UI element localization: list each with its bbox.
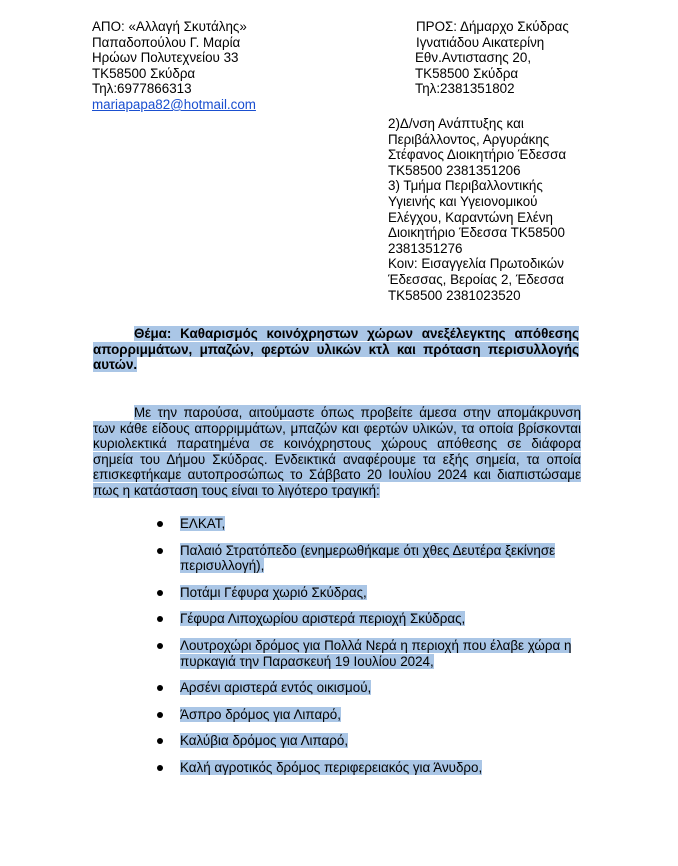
- other-recipient-line: Στέφανος Διοικητήριο Έδεσσα: [388, 147, 567, 163]
- other-recipients-block: [388, 116, 577, 303]
- recipient-line: Ιγνατιάδου Αικατερίνη: [416, 34, 545, 50]
- other-recipient-line: Ελέγχου, Καραντώνη Ελένη: [388, 209, 553, 225]
- locations-list: [156, 516, 596, 776]
- bullet-icon: [157, 548, 163, 554]
- list-item-text: Καλή αγροτικός δρόμος περιφερειακός για Άνυδρο,: [180, 759, 483, 775]
- list-item-text: Άσπρο δρόμος για Λιπαρό,: [180, 706, 341, 722]
- recipient-line: Εθν.Αντιστασης 20,: [415, 50, 532, 66]
- list-item-text: Καλύβια δρόμος για Λιπαρό,: [180, 733, 349, 749]
- other-recipient-line: Υγιεινής και Υγειονομικού: [388, 193, 538, 209]
- body-text: Με την παρούσα, αιτούμαστε όπως προβείτε άμεσα στην απομάκρυνση των κάθε είδους απορριμμάτων, μπαζών και φερτών υλικών, τα οποία βρίσκονται κυριολεκτικά παρατημένα σε κοινόχρηστους χώρους απόθεσης σε διάφορα σημεία του Δήμου Σκύδρας. Ενδεικτικά αναφέρουμε τα εξής σημεία, τα οποία επισκεφτήκαμε αυτοπροσώπως το Σάββατο 20 Ιουλίου 2024 και διαπιστώσαμε πως η κατάσταση τους είναι το λιγότερο τραγική:: [93, 405, 581, 498]
- bullet-icon: [157, 685, 163, 691]
- list-item-text: Γέφυρα Λιποχωρίου αριστερά περιοχή Σκύδρας,: [180, 611, 466, 627]
- other-recipient-line: Περιβάλλοντος, Αργυράκης: [388, 131, 550, 147]
- bullet-icon: [157, 521, 163, 527]
- other-recipient-line: ΤΚ58500 2381023520: [388, 287, 521, 303]
- subject-paragraph: [93, 326, 579, 373]
- sender-line: ΤΚ58500 Σκύδρα: [92, 65, 196, 81]
- list-item: [156, 707, 596, 723]
- sender-block: [92, 19, 256, 113]
- list-item-text: ΕΛΚΑΤ,: [180, 516, 226, 531]
- bullet-icon: [157, 738, 163, 744]
- sender-email-link[interactable]: mariapapa82@hotmail.com: [92, 96, 256, 112]
- list-item-text: Αρσένι αριστερά εντός οικισμού,: [180, 680, 372, 696]
- bullet-icon: [157, 590, 163, 596]
- bullet-icon: [157, 643, 163, 649]
- other-recipient-line: Έδεσσας, Βεροίας 2, Έδεσσα: [388, 271, 565, 287]
- list-item: [156, 680, 596, 696]
- sender-line: Παπαδοπούλου Γ. Μαρία: [92, 34, 241, 50]
- subject-text: Θέμα: Καθαρισμός κοινόχρηστων χώρων ανεξέλεγκτης απόθεσης απορριμμάτων, μπαζών, φερτών υλικών κτλ και πρόταση περισυλλογής αυτών.: [93, 326, 579, 373]
- recipient-line: Τηλ:2381351802: [415, 81, 515, 97]
- other-recipient-line: ΤΚ58500 2381351206: [388, 162, 521, 178]
- list-item: [156, 638, 596, 669]
- recipient-line: ΠΡΟΣ: Δήμαρχο Σκύδρας: [416, 19, 569, 34]
- list-item: [156, 543, 596, 574]
- bullet-icon: [157, 765, 163, 771]
- sender-line: Τηλ:6977866313: [92, 81, 192, 97]
- other-recipient-line: Διοικητήριο Έδεσσα ΤΚ58500: [388, 225, 566, 241]
- sender-line: Ηρώων Πολυτεχνείου 33: [92, 50, 239, 66]
- list-item: [156, 611, 596, 627]
- list-item: [156, 760, 596, 776]
- bullet-icon: [157, 616, 163, 622]
- list-item-text: Ποτάμι Γέφυρα χωριό Σκύδρας,: [180, 584, 367, 600]
- body-paragraph: [93, 405, 581, 499]
- sender-line: ΑΠΟ: «Αλλαγή Σκυτάλης»: [92, 19, 247, 34]
- list-item: [156, 516, 596, 532]
- list-item-text: Παλαιό Στρατόπεδο (ενημερωθήκαμε ότι χθες Δευτέρα ξεκίνησε περισυλλογή),: [180, 542, 556, 574]
- other-recipient-line: 2381351276: [388, 240, 463, 256]
- list-item: [156, 733, 596, 749]
- recipient-line: ΤΚ58500 Σκύδρα: [415, 65, 519, 81]
- other-recipient-line: Κοιν: Εισαγγελία Πρωτοδικών: [388, 256, 564, 272]
- recipient-block: [416, 19, 569, 97]
- other-recipient-line: 2)Δ/νση Ανάπτυξης και: [388, 116, 524, 131]
- other-recipient-line: 3) Τμήμα Περιβαλλοντικής: [388, 178, 543, 194]
- bullet-icon: [157, 712, 163, 718]
- list-item: [156, 585, 596, 601]
- list-item-text: Λουτροχώρι δρόμος για Πολλά Νερά η περιοχή που έλαβε χώρα η πυρκαγιά την Παρασκευή 19 Ιουλίου 2024,: [180, 637, 572, 669]
